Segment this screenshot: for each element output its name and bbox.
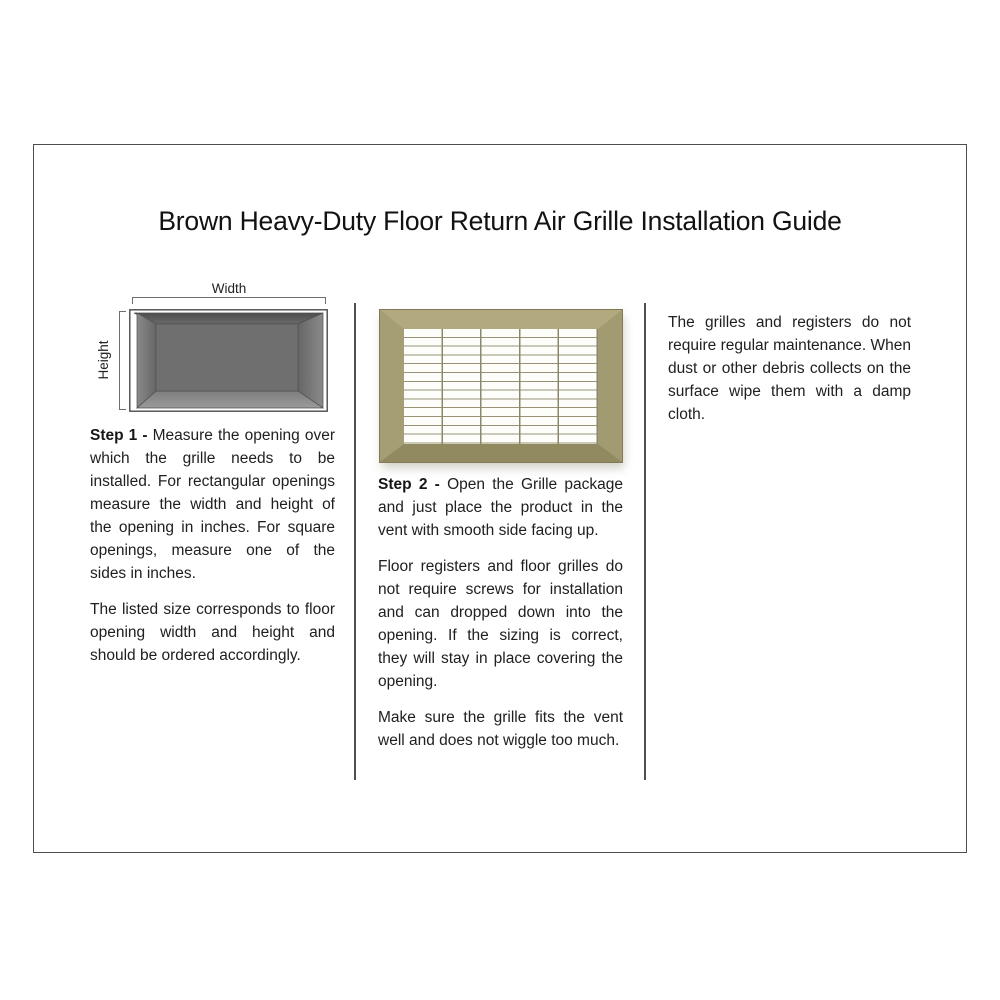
column-divider-right [644, 303, 646, 780]
step1-text: Measure the opening over which the grille needs to be installed. For rectangular openings measure the width and height of the opening in inches. For square openings, measure one of the sides in inches. [90, 427, 336, 582]
step2-paragraph3: Make sure the grille fits the vent well and does not wiggle too much. [378, 709, 623, 749]
width-dimension-label: Width [211, 281, 247, 296]
step1-paragraph2: The listed size corresponds to floor opening width and height and should be ordered accordingly. [90, 601, 335, 664]
step1-paragraph [90, 424, 335, 585]
step2-text: Open the Grille package and just place the product in the vent with smooth side facing up. [378, 476, 624, 539]
opening-diagram-image [129, 309, 328, 412]
height-dimension-bracket [119, 311, 126, 410]
page-title: Brown Heavy-Duty Floor Return Air Grille Installation Guide [158, 206, 842, 236]
height-dimension-label: Height [95, 340, 111, 380]
column-maintenance [668, 311, 911, 426]
column-step1 [90, 424, 335, 667]
step2-label: Step 2 - [378, 476, 440, 493]
width-dimension-bracket [132, 297, 326, 304]
step2-paragraph2: Floor registers and floor grilles do not require screws for installation and can dropped down into the opening. If the sizing is correct, they will stay in place covering the opening. [378, 558, 623, 690]
column-step2 [378, 473, 623, 752]
column-divider-left [354, 303, 356, 780]
maintenance-paragraph: The grilles and registers do not require regular maintenance. When dust or other debris collects on the surface wipe them with a damp cloth. [668, 314, 911, 423]
step1-label: Step 1 - [90, 427, 148, 444]
grille-photo [380, 310, 622, 462]
step2-paragraph [378, 473, 623, 542]
